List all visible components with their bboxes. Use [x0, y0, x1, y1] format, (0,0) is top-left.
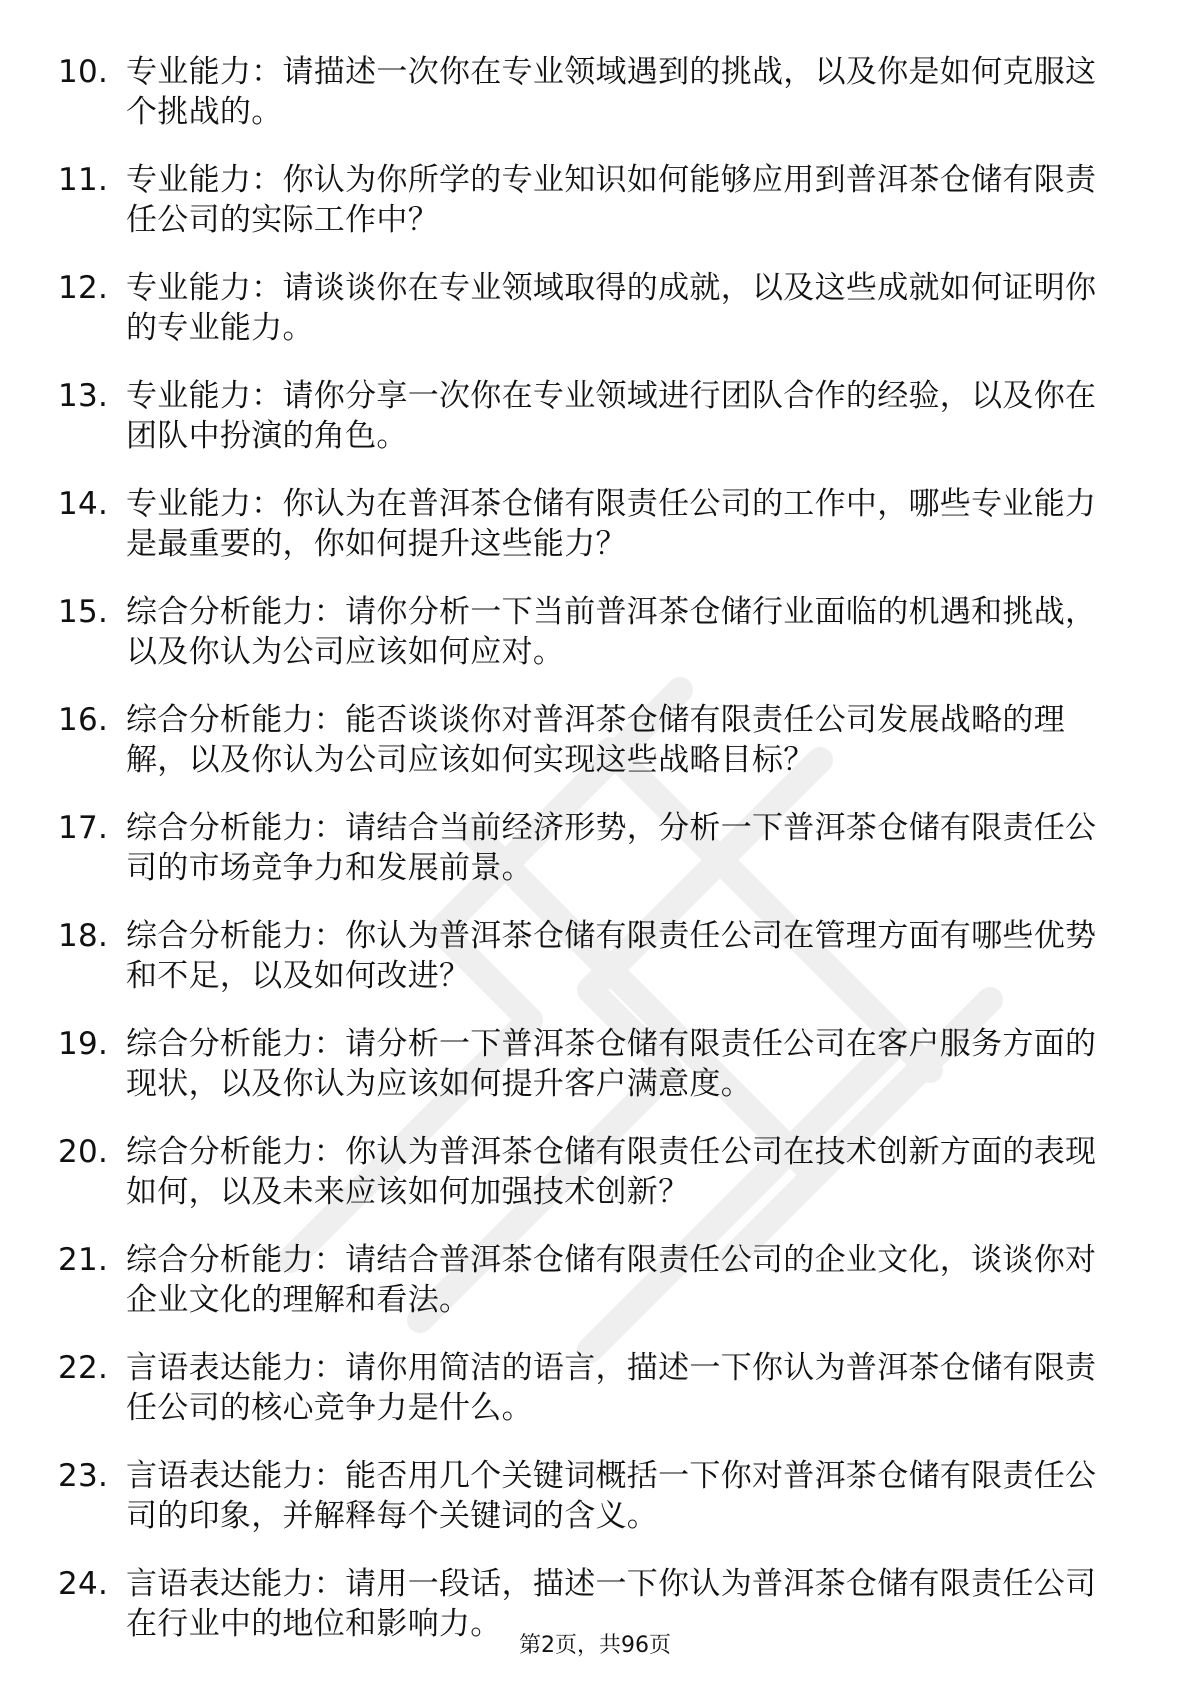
question-item-10: [58, 52, 1103, 132]
question-number: 21.: [58, 1242, 109, 1278]
question-text: 言语表达能力：能否用几个关键词概括一下你对普洱茶仓储有限责任公司的印象，并解释每个关键词的含义。: [126, 1458, 1097, 1534]
question-text: 综合分析能力：请结合普洱茶仓储有限责任公司的企业文化，谈谈你对企业文化的理解和看法。: [126, 1242, 1097, 1318]
question-number: 14.: [58, 486, 109, 522]
question-item-13: [58, 376, 1103, 456]
question-text: 综合分析能力：请结合当前经济形势，分析一下普洱茶仓储有限责任公司的市场竞争力和发展前景。: [126, 810, 1097, 886]
question-number: 10.: [58, 54, 109, 90]
question-text: 专业能力：请你分享一次你在专业领域进行团队合作的经验，以及你在团队中扮演的角色。: [126, 378, 1097, 454]
page-number-footer: 第2页，共96页: [519, 1633, 671, 1658]
question-text: 专业能力：你认为你所学的专业知识如何能够应用到普洱茶仓储有限责任公司的实际工作中？: [126, 162, 1097, 238]
question-number: 13.: [58, 378, 109, 414]
question-text: 综合分析能力：能否谈谈你对普洱茶仓储有限责任公司发展战略的理解，以及你认为公司应该如何实现这些战略目标？: [126, 702, 1065, 778]
question-number: 24.: [58, 1566, 109, 1602]
question-item-20: [58, 1132, 1103, 1212]
question-item-15: [58, 592, 1103, 672]
question-text: 言语表达能力：请你用简洁的语言，描述一下你认为普洱茶仓储有限责任公司的核心竞争力是什么。: [126, 1350, 1097, 1426]
question-text: 综合分析能力：你认为普洱茶仓储有限责任公司在管理方面有哪些优势和不足，以及如何改进？: [126, 918, 1097, 994]
question-number: 19.: [58, 1026, 109, 1062]
question-text: 专业能力：请描述一次你在专业领域遇到的挑战，以及你是如何克服这个挑战的。: [126, 54, 1097, 130]
question-number: 22.: [58, 1350, 109, 1386]
question-text: 言语表达能力：请用一段话，描述一下你认为普洱茶仓储有限责任公司在行业中的地位和影响力。: [126, 1566, 1097, 1642]
question-number: 15.: [58, 594, 109, 630]
question-number: 20.: [58, 1134, 109, 1170]
question-item-11: [58, 160, 1103, 240]
question-item-21: [58, 1240, 1103, 1320]
question-item-14: [58, 484, 1103, 564]
question-item-22: [58, 1348, 1103, 1428]
question-text: 综合分析能力：请分析一下普洱茶仓储有限责任公司在客户服务方面的现状，以及你认为应该如何提升客户满意度。: [126, 1026, 1097, 1102]
question-text: 综合分析能力：请你分析一下当前普洱茶仓储行业面临的机遇和挑战，以及你认为公司应该如何应对。: [126, 594, 1097, 670]
question-item-12: [58, 268, 1103, 348]
question-text: 综合分析能力：你认为普洱茶仓储有限责任公司在技术创新方面的表现如何，以及未来应该如何加强技术创新？: [126, 1134, 1097, 1210]
question-item-23: [58, 1456, 1103, 1536]
question-number: 12.: [58, 270, 109, 306]
question-number: 11.: [58, 162, 109, 198]
question-number: 18.: [58, 918, 109, 954]
question-number: 16.: [58, 702, 109, 738]
question-list: [58, 52, 1103, 1672]
question-number: 23.: [58, 1458, 109, 1494]
question-item-17: [58, 808, 1103, 888]
question-number: 17.: [58, 810, 109, 846]
question-item-16: [58, 700, 1103, 780]
question-text: 专业能力：你认为在普洱茶仓储有限责任公司的工作中，哪些专业能力是最重要的，你如何提升这些能力？: [126, 486, 1097, 562]
question-item-18: [58, 916, 1103, 996]
question-text: 专业能力：请谈谈你在专业领域取得的成就，以及这些成就如何证明你的专业能力。: [126, 270, 1097, 346]
question-item-19: [58, 1024, 1103, 1104]
